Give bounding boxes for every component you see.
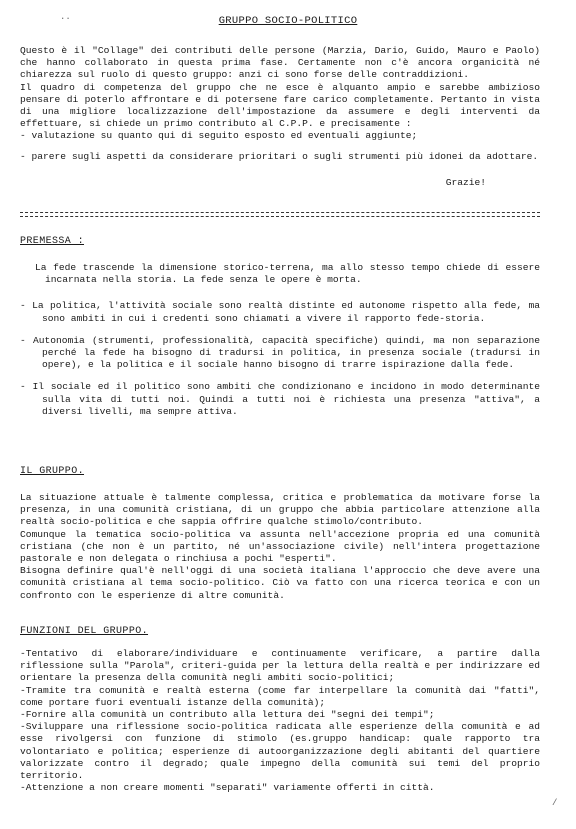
premessa-point-1: - La politica, l'attività sociale sono realtà distinte ed autonome rispetto alla fede, ma sono ambiti in cui i credenti sono chiamati a vivere il rapporto fede-storia. bbox=[20, 300, 540, 324]
funzioni-section bbox=[20, 648, 540, 794]
premessa-lead: La fede trascende la dimensione storico-terrena, ma allo stesso tempo chiede di essere incarnata nella storia. La fede senza le opere è morta. bbox=[35, 262, 540, 286]
funzioni-item-2: -Tramite tra comunità e realtà esterna (come far interpellare la comunità dai "fatti", come portare fuori eventuali istanze della comunità); bbox=[20, 684, 540, 708]
intro-paragraph-2: Il quadro di competenza del gruppo che ne esce è alquanto ampio e sarebbe ambizioso pensare di poterlo affrontare e di potersene fare carico completamente. Pertanto in vista di una migliore localizzazione dell'impostazione da assumere e degli interventi da effettuare, si chiede un primo contributo al C.P.P. e precisamente : bbox=[20, 81, 540, 130]
thanks-signoff: Grazie! bbox=[445, 176, 486, 188]
funzioni-item-1: -Tentativo di elaborare/individuare e continuamente verificare, a partire dalla riflessione sulla "Parola", criteri-guida per la lettura della realtà e per indirizzare ed orientare la presenza della comunità negli ambiti socio-politici; bbox=[20, 648, 540, 684]
gruppo-paragraph-3: Bisogna definire qual'è nell'oggi di una società italiana l'approccio che deve avere una comunità cristiana al tema socio-politico. Ciò va fatto con una ricerca teorica e con un confronto con le esperienze di altre comunità. bbox=[20, 565, 540, 601]
funzioni-item-4: -Sviluppare una riflessione socio-politica radicata alle esperienze della comunità e ad esse rivolgersi con funzione di stimolo (es.gruppo handicap: quale rapporto tra volontariato e politica; esperienze di autoorganizzazione degli abitanti del quartiere valorizzate contro il degrado; quale impegno della comunità sui temi del proprio territorio. bbox=[20, 721, 540, 782]
stray-mark: .. bbox=[60, 12, 71, 22]
stray-mark-right: / bbox=[552, 798, 558, 808]
intro-bullet-1: - valutazione su quanto qui di seguito esposto ed eventuali aggiunte; bbox=[20, 130, 418, 142]
premessa-heading: PREMESSA : bbox=[20, 236, 85, 247]
intro-paragraph-1: Questo è il "Collage" dei contributi delle persone (Marzia, Dario, Guido, Mauro e Paolo) che hanno collaborato in questa prima fase. Certamente non c'è ancora organicità né chiarezza sul ruolo di questo gruppo: anzi ci sono forse delle contraddizioni. bbox=[20, 45, 540, 81]
premessa-section bbox=[20, 262, 540, 418]
gruppo-paragraph-1: La situazione attuale è talmente complessa, critica e problematica da motivare forse la presenza, in una comunità cristiana, di un gruppo che abbia particolare attenzione alla realtà socio-politica e che sappia offrire qualche stimolo/contributo. bbox=[20, 492, 540, 528]
intro-section bbox=[20, 45, 540, 189]
premessa-point-2: - Autonomia (strumenti, professionalità, capacità specifiche) quindi, ma non separazione perché la fede ha bisogno di tradursi in politica, in presenza sociale (tradursi in opere), e la politica e il sociale hanno bisogno di trarre ispirazione dalla fede. bbox=[20, 334, 540, 371]
gruppo-heading: IL GRUPPO. bbox=[20, 466, 85, 477]
gruppo-paragraph-2: Comunque la tematica socio-politica va assunta nell'accezione propria ed una comunità cristiana (che non è un partito, né un'associazione civile) nell'intera progettazione pastorale e non delegata o rinchiusa a pochi "esperti". bbox=[20, 528, 540, 565]
gruppo-section bbox=[20, 492, 540, 602]
funzioni-heading: FUNZIONI DEL GRUPPO. bbox=[20, 626, 149, 637]
separator-line bbox=[20, 212, 540, 217]
document-title: GRUPPO SOCIO-POLITICO bbox=[218, 15, 358, 27]
funzioni-item-5: -Attenzione a non creare momenti "separati" variamente offerti in città. bbox=[20, 782, 435, 794]
funzioni-item-3: -Fornire alla comunità un contributo alla lettura dei "segni dei tempi"; bbox=[20, 709, 435, 721]
premessa-point-3: - Il sociale ed il politico sono ambiti che condizionano e incidono in modo determinante sulla vita di tutti noi. Quindi a tutti noi è richiesta una presenza "attiva", a diversi livelli, ma sempre attiva. bbox=[20, 381, 540, 417]
intro-bullet-2: - parere sugli aspetti da considerare prioritari o sugli strumenti più idonei da adottare. bbox=[20, 150, 539, 162]
